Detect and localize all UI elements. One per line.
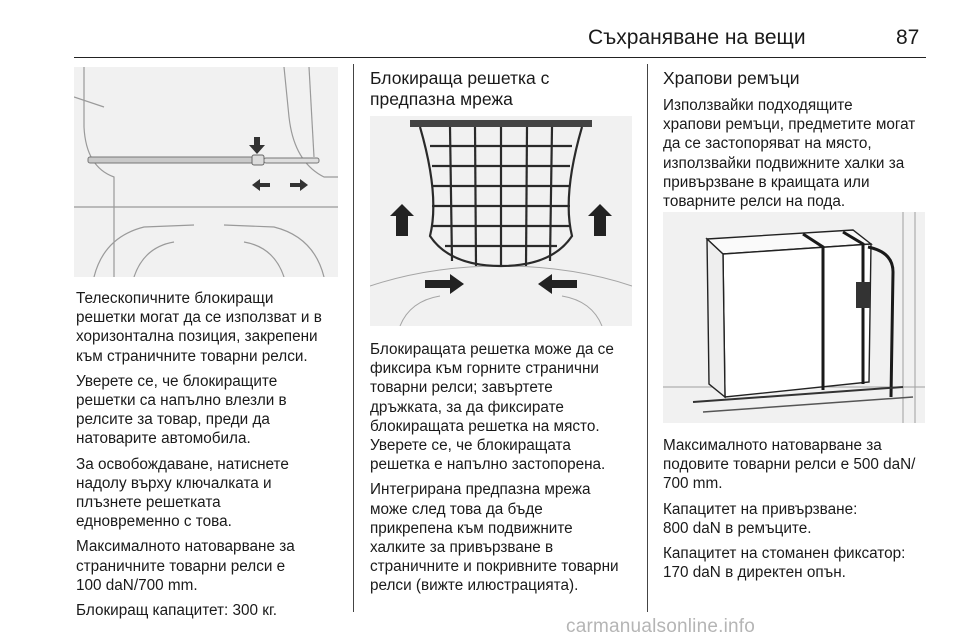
right-paragraph-2: Капацитет на привързване: 800 daN в ремъците. bbox=[663, 500, 858, 537]
figure-ratchet-straps bbox=[663, 212, 925, 423]
middle-paragraph-1: Блокиращата решетка може да се фиксира към горните странични товарни релси; завъртете дръжката, за да фиксирате блокиращата решетка на място. Уверете се, че блокиращата решетка е напълно застопорена. bbox=[370, 341, 614, 474]
left-paragraph-3: За освобождаване, натиснете надолу върху ключалката и плъзнете решетката едновременно с това. bbox=[76, 455, 289, 531]
right-intro-paragraph: Използвайки подходящите храпови ремъци, предметите могат да се застопоряват на място, използвайки подвижните халки за привързване в краищата или товарните релси на пода. bbox=[663, 97, 916, 211]
section-heading-partition-net: Блокираща решетка с предпазна мрежа bbox=[370, 68, 550, 109]
left-paragraph-2: Уверете се, че блокиращите решетки са напълно влезли в релсите за товар, преди да натоварите автомобила. bbox=[76, 372, 287, 448]
figure-telescopic-bar bbox=[74, 67, 338, 277]
figure-partition-net bbox=[370, 116, 632, 326]
left-paragraph-1: Телескопичните блокиращи решетки могат да се използват и в хоризонтална позиция, закрепени към страничните товарни релси. bbox=[76, 290, 322, 365]
middle-column-text bbox=[370, 340, 640, 602]
page-number: 87 bbox=[896, 26, 920, 49]
footer-watermark: carmanualsonline.info bbox=[566, 616, 756, 637]
left-column-text bbox=[76, 289, 346, 626]
column-divider-left bbox=[353, 64, 354, 612]
right-paragraph-3: Капацитет на стоманен фиксатор: 170 daN в директен опън. bbox=[663, 545, 906, 582]
section-heading-ratchet-straps: Храпови ремъци bbox=[663, 68, 800, 88]
right-paragraph-1: Максималното натоварване за подовите товарни релси е 500 daN/ 700 mm. bbox=[663, 437, 916, 493]
left-paragraph-4: Максималното натоварване за страничните товарни релси е 100 daN/700 mm. bbox=[76, 538, 295, 594]
right-column-text bbox=[663, 436, 933, 588]
left-paragraph-5: Блокиращ капацитет: 300 кг. bbox=[76, 602, 277, 620]
header-title: Съхраняване на вещи bbox=[588, 26, 806, 49]
column-divider-right bbox=[647, 64, 648, 612]
header-rule bbox=[74, 57, 926, 58]
right-column-intro bbox=[663, 96, 933, 217]
middle-paragraph-2: Интегрирана предпазна мрежа може след това да бъде прикрепена към подвижните халките за привързване в страничните и покривните товарни релси (вижте илюстрацията). bbox=[370, 481, 619, 595]
